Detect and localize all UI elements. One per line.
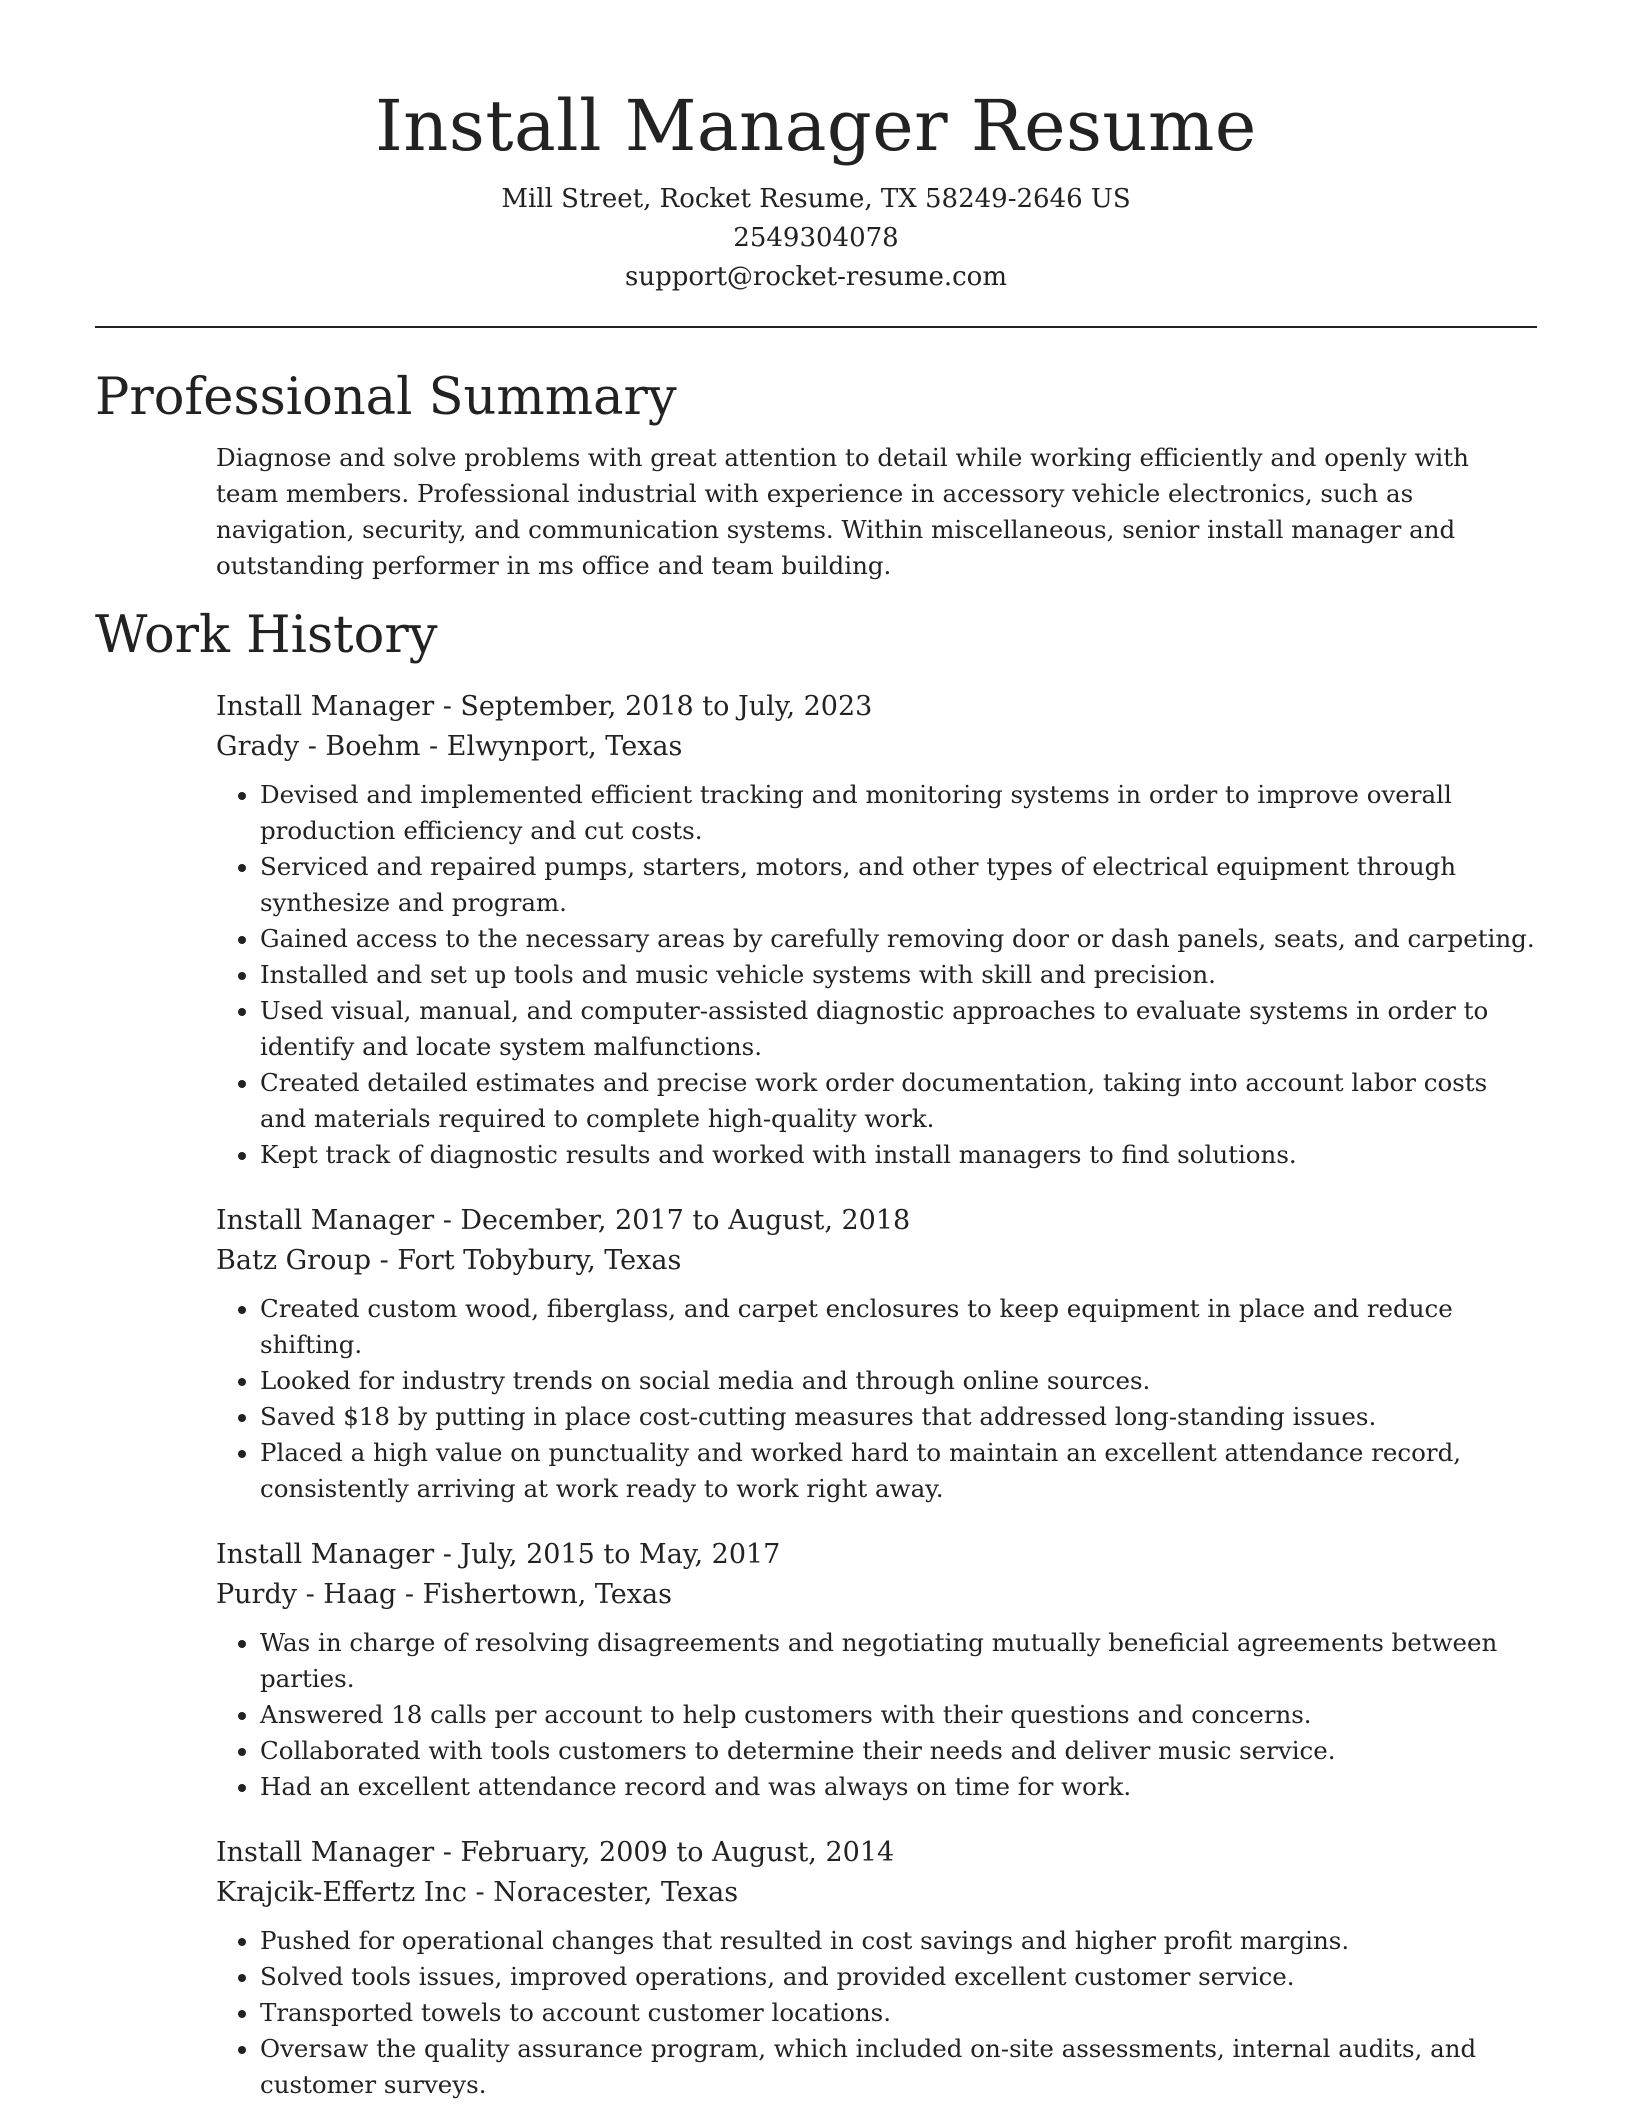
job-entry	[216, 1201, 1537, 1507]
contact-email: support@rocket-resume.com	[624, 262, 1007, 292]
duty-item: • Serviced and repaired pumps, starters, motors, and other types of electrical equipment through synthesize and program.	[260, 849, 1537, 921]
contact-address: Mill Street, Rocket Resume, TX 58249-2646 US	[501, 184, 1131, 214]
duty-item: • Was in charge of resolving disagreements and negotiating mutually beneficial agreements between parties.	[260, 1625, 1537, 1697]
duty-item: • Looked for industry trends on social media and through online sources.	[260, 1363, 1537, 1399]
job-duties	[216, 1291, 1537, 1507]
duty-item: • Had an excellent attendance record and was always on time for work.	[260, 1769, 1537, 1805]
duty-item: • Created custom wood, fiberglass, and carpet enclosures to keep equipment in place and reduce shifting.	[260, 1291, 1537, 1363]
resume-header	[95, 0, 1537, 297]
contact-phone: 2549304078	[733, 223, 899, 253]
duty-item: • Devised and implemented efficient tracking and monitoring systems in order to improve overall production efficiency and cut costs.	[260, 777, 1537, 849]
job-entry	[216, 687, 1537, 1173]
duty-item: • Transported towels to account customer locations.	[260, 1995, 1537, 2031]
summary-text: Diagnose and solve problems with great attention to detail while working efficiently and openly with team members. Professional industrial with experience in accessory vehicle electronics, such as navigation, security, and communication systems. Within miscellaneous, senior install manager and outstanding performer in ms office and team building.	[216, 443, 1469, 580]
summary-heading: Professional Summary	[95, 368, 677, 427]
job-duties	[216, 1923, 1537, 2103]
summary-block	[216, 440, 1537, 584]
job-role-dates: Install Manager - December, 2017 to August, 2018	[216, 1205, 911, 1236]
job-employer: Purdy - Haag - Fishertown, Texas	[216, 1579, 672, 1610]
duty-item: • Kept track of diagnostic results and worked with install managers to find solutions.	[260, 1137, 1537, 1173]
job-employer: Krajcik-Effertz Inc - Noracester, Texas	[216, 1877, 739, 1908]
job-entry	[216, 1833, 1537, 2103]
duty-item: • Oversaw the quality assurance program, which included on-site assessments, internal audits, and customer surveys.	[260, 2031, 1537, 2103]
job-employer: Grady - Boehm - Elwynport, Texas	[216, 731, 683, 762]
job-role-dates: Install Manager - September, 2018 to July, 2023	[216, 691, 873, 722]
duty-item: • Pushed for operational changes that resulted in cost savings and higher profit margins.	[260, 1923, 1537, 1959]
job-role-dates: Install Manager - July, 2015 to May, 2017	[216, 1539, 781, 1570]
duty-item: • Installed and set up tools and music vehicle systems with skill and precision.	[260, 957, 1537, 993]
duty-item: • Placed a high value on punctuality and worked hard to maintain an excellent attendance record, consistently arriving at work ready to work right away.	[260, 1435, 1537, 1507]
job-entry	[216, 1535, 1537, 1805]
duty-item: • Created detailed estimates and precise work order documentation, taking into account labor costs and materials required to complete high-quality work.	[260, 1065, 1537, 1137]
duty-item: • Solved tools issues, improved operations, and provided excellent customer service.	[260, 1959, 1537, 1995]
job-duties	[216, 1625, 1537, 1805]
work-history-heading: Work History	[95, 606, 438, 665]
resume-title: Install Manager Resume	[375, 85, 1257, 167]
duty-item: • Answered 18 calls per account to help customers with their questions and concerns.	[260, 1697, 1537, 1733]
work-history-list	[216, 687, 1537, 2103]
header-divider	[95, 326, 1537, 328]
duty-item: • Saved $18 by putting in place cost-cutting measures that addressed long-standing issues.	[260, 1399, 1537, 1435]
job-role-dates: Install Manager - February, 2009 to August, 2014	[216, 1837, 895, 1868]
duty-item: • Collaborated with tools customers to determine their needs and deliver music service.	[260, 1733, 1537, 1769]
resume-page	[95, 0, 1537, 2103]
duty-item: • Gained access to the necessary areas by carefully removing door or dash panels, seats, and carpeting.	[260, 921, 1537, 957]
job-employer: Batz Group - Fort Tobybury, Texas	[216, 1245, 682, 1276]
duty-item: • Used visual, manual, and computer-assisted diagnostic approaches to evaluate systems in order to identify and locate system malfunctions.	[260, 993, 1537, 1065]
job-duties	[216, 777, 1537, 1173]
